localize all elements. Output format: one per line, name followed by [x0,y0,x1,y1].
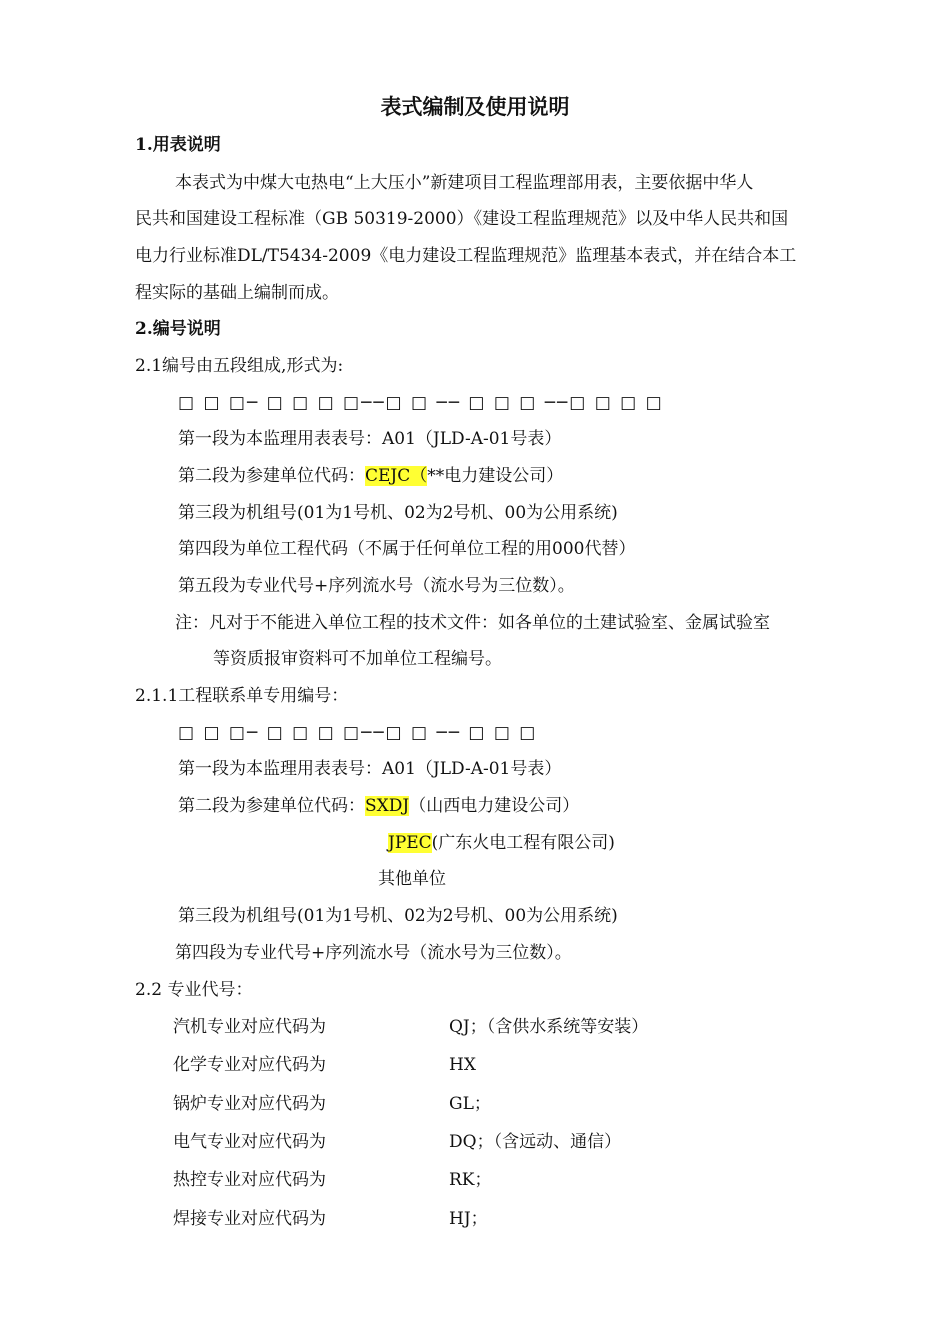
section-heading-numbering: 2.编号说明 [135,319,221,339]
note-line: 注：凡对于不能进入单位工程的技术文件：如各单位的土建试验室、金属试验室 [175,613,770,633]
page-title: 表式编制及使用说明 [380,94,570,119]
code-label: 化学专业对应代码为 [173,1055,326,1075]
segment-line: 其他单位 [378,869,446,889]
note-line: 等资质报审资料可不加单位工程编号。 [213,649,502,669]
paragraph-line: 本表式为中煤大屯热电“上大压小”新建项目工程监理部用表，主要依据中华人 [175,173,754,193]
code-value: HJ； [449,1209,488,1229]
segment-line: 第三段为机组号(01为1号机、02为2号机、00为公用系统) [178,503,618,523]
section-heading-usage: 1.用表说明 [135,135,221,155]
code-label: 电气专业对应代码为 [173,1132,326,1152]
segment-line: 第一段为本监理用表表号：A01（JLD-A-01号表） [178,759,562,779]
code-label: 焊接专业对应代码为 [173,1209,326,1229]
segment-line [178,794,579,818]
segment-value: （山西电力建设公司） [409,796,580,816]
code-value: RK； [449,1170,492,1190]
number-format-boxes: □ □ □─ □ □ □ □──□ □ ── □ □ □ ──□ □ □ □ [178,393,664,413]
paragraph-line: 电力行业标准DL/T5434-2009《电力建设工程监理规范》监理基本表式，并在结合本工 [135,246,797,266]
code-value: GL； [449,1094,491,1114]
subsection-heading: 2.1.1工程联系单专用编号： [135,686,349,706]
segment-label: 第二段为参建单位代码： [178,796,365,816]
segment-value: **电力建设公司） [427,466,564,486]
segment-line: 第五段为专业代号+序列流水号（流水号为三位数）。 [178,576,575,596]
subsection-heading: 2.1编号由五段组成,形式为: [135,356,344,376]
highlighted-code: JPEC [388,833,432,853]
code-label: 汽机专业对应代码为 [173,1017,326,1037]
segment-line: 第一段为本监理用表表号：A01（JLD-A-01号表） [178,429,562,449]
paragraph-line: 民共和国建设工程标准（GB 50319-2000）《建设工程监理规范》以及中华人民共和国 [135,209,789,229]
highlighted-code: CEJC（ [365,466,428,486]
subsection-heading: 2.2 专业代号： [135,980,253,1000]
segment-line: 第三段为机组号(01为1号机、02为2号机、00为公用系统) [178,906,618,926]
paragraph-line: 程实际的基础上编制而成。 [135,283,339,303]
code-label: 热控专业对应代码为 [173,1170,326,1190]
segment-line [388,831,615,855]
code-value: HX [449,1055,476,1075]
segment-line [178,464,563,488]
segment-line: 第四段为单位工程代码（不属于任何单位工程的用000代替） [178,539,636,559]
segment-line: 第四段为专业代号+序列流水号（流水号为三位数）。 [175,943,572,963]
number-format-boxes: □ □ □─ □ □ □ □──□ □ ── □ □ □ [178,723,538,743]
segment-value: (广东火电工程有限公司) [431,833,615,853]
highlighted-code: SXDJ [365,796,410,816]
code-value: QJ；（含供水系统等安装） [449,1017,649,1037]
code-label: 锅炉专业对应代码为 [173,1094,326,1114]
code-value: DQ；（含远动、通信） [449,1132,622,1152]
segment-label: 第二段为参建单位代码： [178,466,365,486]
